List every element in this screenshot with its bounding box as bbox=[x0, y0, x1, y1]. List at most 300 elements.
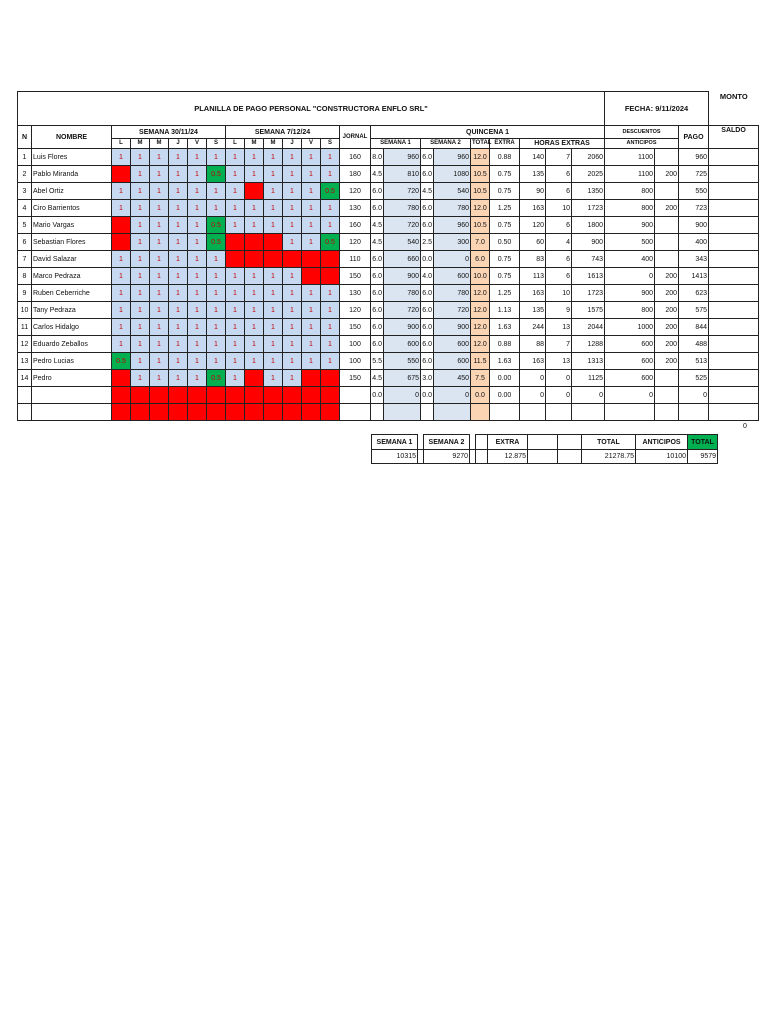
semana1-amount: 550 bbox=[384, 353, 421, 370]
semana2-days: 0.0 bbox=[421, 251, 434, 268]
saldo-value bbox=[709, 234, 759, 251]
row-number: 8 bbox=[18, 268, 32, 285]
summary-total-label: TOTAL bbox=[582, 435, 636, 450]
attendance-cell bbox=[112, 387, 131, 404]
attendance-cell: 1 bbox=[226, 183, 245, 200]
attendance-cell: 1 bbox=[245, 285, 264, 302]
attendance-cell bbox=[302, 268, 321, 285]
attendance-cell: 1 bbox=[207, 268, 226, 285]
table-row bbox=[18, 149, 759, 166]
attendance-cell: 1 bbox=[150, 268, 169, 285]
attendance-cell: 1 bbox=[283, 234, 302, 251]
attendance-cell: 1 bbox=[283, 183, 302, 200]
semana2-amount: 600 bbox=[434, 268, 471, 285]
attendance-cell bbox=[283, 387, 302, 404]
extra-value: 0.75 bbox=[490, 251, 520, 268]
anticipo-value: 1100 bbox=[605, 149, 655, 166]
attendance-cell: 1 bbox=[321, 149, 340, 166]
attendance-cell: 1 bbox=[131, 319, 150, 336]
attendance-cell bbox=[264, 387, 283, 404]
attendance-cell: 1 bbox=[131, 217, 150, 234]
attendance-cell: 1 bbox=[131, 285, 150, 302]
attendance-cell bbox=[150, 387, 169, 404]
pago-value: 488 bbox=[679, 336, 709, 353]
quincena-total: 0 bbox=[572, 387, 605, 404]
header-row-2 bbox=[18, 139, 759, 149]
total-subheader: TOTAL bbox=[471, 139, 490, 149]
semana2-days: 6.0 bbox=[421, 319, 434, 336]
attendance-cell: 1 bbox=[207, 336, 226, 353]
quincena-total: 1125 bbox=[572, 370, 605, 387]
attendance-cell: 1 bbox=[131, 234, 150, 251]
extra-value: 0.75 bbox=[490, 183, 520, 200]
attendance-cell bbox=[131, 387, 150, 404]
quincena-header: QUINCENA 1 bbox=[371, 126, 605, 139]
pago-value: 1413 bbox=[679, 268, 709, 285]
descuento-value bbox=[655, 217, 679, 234]
extra-hours-amount bbox=[520, 404, 546, 421]
jornal-value: 120 bbox=[340, 234, 371, 251]
summary-semana2-label: SEMANA 2 bbox=[424, 435, 470, 450]
extra-hours-amount: 120 bbox=[520, 217, 546, 234]
day-header: J bbox=[283, 139, 302, 149]
attendance-cell: 1 bbox=[207, 285, 226, 302]
row-number: 4 bbox=[18, 200, 32, 217]
attendance-cell bbox=[188, 387, 207, 404]
pago-value: 400 bbox=[679, 234, 709, 251]
employee-name: Mario Vargas bbox=[32, 217, 112, 234]
total-days: 11.5 bbox=[471, 353, 490, 370]
employee-name bbox=[32, 404, 112, 421]
extra-value: 0.00 bbox=[490, 387, 520, 404]
total-days bbox=[471, 404, 490, 421]
attendance-cell: 1 bbox=[302, 149, 321, 166]
descuento-value: 200 bbox=[655, 319, 679, 336]
attendance-cell: 0.5 bbox=[112, 353, 131, 370]
employee-name: Pedro bbox=[32, 370, 112, 387]
extra-hours-count: 4 bbox=[546, 234, 572, 251]
table-row bbox=[18, 353, 759, 370]
attendance-cell bbox=[207, 387, 226, 404]
attendance-cell: 1 bbox=[169, 285, 188, 302]
table-row bbox=[18, 183, 759, 200]
row-number bbox=[18, 387, 32, 404]
employee-name: Ruben Ceberriche bbox=[32, 285, 112, 302]
attendance-cell: 1 bbox=[112, 149, 131, 166]
attendance-cell: 1 bbox=[283, 302, 302, 319]
table-row bbox=[18, 302, 759, 319]
semana1-days: 4.5 bbox=[371, 166, 384, 183]
table-row bbox=[18, 217, 759, 234]
total-days: 10.5 bbox=[471, 183, 490, 200]
quincena-total: 2025 bbox=[572, 166, 605, 183]
pago-header: PAGO bbox=[679, 126, 709, 149]
attendance-cell bbox=[283, 404, 302, 421]
attendance-cell: 1 bbox=[150, 234, 169, 251]
anticipo-value: 900 bbox=[605, 217, 655, 234]
semana2-days: 4.5 bbox=[421, 183, 434, 200]
attendance-cell: 1 bbox=[150, 370, 169, 387]
attendance-cell: 1 bbox=[131, 370, 150, 387]
day-header: L bbox=[226, 139, 245, 149]
semana1-days: 8.0 bbox=[371, 149, 384, 166]
row-number: 3 bbox=[18, 183, 32, 200]
attendance-cell: 1 bbox=[226, 353, 245, 370]
attendance-cell: 1 bbox=[131, 353, 150, 370]
semana2-amount: 720 bbox=[434, 302, 471, 319]
attendance-cell: 1 bbox=[150, 285, 169, 302]
attendance-cell bbox=[321, 370, 340, 387]
attendance-cell: 1 bbox=[283, 285, 302, 302]
attendance-cell bbox=[112, 370, 131, 387]
attendance-cell: 1 bbox=[226, 268, 245, 285]
attendance-cell bbox=[245, 387, 264, 404]
semana1-days: 5.5 bbox=[371, 353, 384, 370]
attendance-cell: 1 bbox=[283, 319, 302, 336]
quincena-total: 1613 bbox=[572, 268, 605, 285]
semana2-subheader: SEMANA 2 bbox=[421, 139, 471, 149]
horas-extras-subheader: HORAS EXTRAS bbox=[520, 139, 605, 149]
day-header: J bbox=[169, 139, 188, 149]
attendance-cell: 1 bbox=[283, 336, 302, 353]
attendance-cell: 1 bbox=[245, 200, 264, 217]
row-number: 6 bbox=[18, 234, 32, 251]
pago-value: 960 bbox=[679, 149, 709, 166]
attendance-cell: 1 bbox=[321, 336, 340, 353]
attendance-cell: 1 bbox=[226, 319, 245, 336]
attendance-cell: 1 bbox=[264, 217, 283, 234]
attendance-cell bbox=[321, 268, 340, 285]
extra-value: 0.88 bbox=[490, 149, 520, 166]
attendance-cell: 1 bbox=[112, 183, 131, 200]
semana2-days: 6.0 bbox=[421, 149, 434, 166]
anticipos-subheader: ANTICIPOS bbox=[605, 139, 679, 149]
attendance-cell: 1 bbox=[283, 353, 302, 370]
anticipo-value: 600 bbox=[605, 353, 655, 370]
attendance-cell: 1 bbox=[283, 200, 302, 217]
anticipo-value: 0 bbox=[605, 387, 655, 404]
attendance-cell bbox=[150, 404, 169, 421]
attendance-cell bbox=[112, 217, 131, 234]
semana2-amount: 540 bbox=[434, 183, 471, 200]
extra-hours-amount: 135 bbox=[520, 302, 546, 319]
attendance-cell: 1 bbox=[226, 336, 245, 353]
extra-hours-count: 9 bbox=[546, 302, 572, 319]
day-header: S bbox=[321, 139, 340, 149]
descuento-value: 200 bbox=[655, 285, 679, 302]
semana1-days: 0.0 bbox=[371, 387, 384, 404]
n-header: N bbox=[18, 126, 32, 149]
saldo-value bbox=[709, 166, 759, 183]
attendance-cell: 1 bbox=[188, 200, 207, 217]
attendance-cell: 1 bbox=[131, 251, 150, 268]
attendance-cell: 1 bbox=[302, 183, 321, 200]
attendance-cell: 1 bbox=[302, 336, 321, 353]
attendance-cell: 1 bbox=[188, 234, 207, 251]
attendance-cell: 1 bbox=[131, 302, 150, 319]
attendance-cell: 1 bbox=[150, 183, 169, 200]
anticipo-value: 800 bbox=[605, 183, 655, 200]
semana1-amount: 600 bbox=[384, 336, 421, 353]
summary-extra-value: 12.875 bbox=[488, 450, 528, 464]
pago-value bbox=[679, 404, 709, 421]
summary-header-row bbox=[372, 435, 718, 450]
saldo-value bbox=[709, 336, 759, 353]
attendance-cell: 1 bbox=[131, 149, 150, 166]
extra-value: 0.00 bbox=[490, 370, 520, 387]
attendance-cell: 1 bbox=[150, 319, 169, 336]
semana2-days: 6.0 bbox=[421, 200, 434, 217]
quincena-total bbox=[572, 404, 605, 421]
attendance-cell: 1 bbox=[150, 353, 169, 370]
summary-anticipos-value: 10100 bbox=[636, 450, 688, 464]
sheet-title: PLANILLA DE PAGO PERSONAL "CONSTRUCTORA ENFLO SRL" bbox=[18, 92, 605, 126]
summary-grand-total-label: TOTAL bbox=[688, 435, 718, 450]
attendance-cell bbox=[226, 387, 245, 404]
total-days: 12.0 bbox=[471, 302, 490, 319]
attendance-cell: 1 bbox=[150, 336, 169, 353]
extra-value: 1.63 bbox=[490, 353, 520, 370]
attendance-cell: 1 bbox=[150, 149, 169, 166]
quincena-total: 1723 bbox=[572, 285, 605, 302]
total-days: 10.5 bbox=[471, 166, 490, 183]
attendance-cell: 1 bbox=[302, 353, 321, 370]
anticipo-value: 800 bbox=[605, 302, 655, 319]
summary-table bbox=[371, 434, 718, 464]
extra-hours-count: 7 bbox=[546, 336, 572, 353]
attendance-cell: 1 bbox=[264, 166, 283, 183]
name-header: NOMBRE bbox=[32, 126, 112, 149]
attendance-cell: 0.5 bbox=[321, 234, 340, 251]
attendance-cell: 1 bbox=[283, 217, 302, 234]
table-row bbox=[18, 166, 759, 183]
total-days: 12.0 bbox=[471, 285, 490, 302]
saldo-header: SALDO bbox=[709, 126, 759, 149]
attendance-cell bbox=[264, 251, 283, 268]
descuento-value: 200 bbox=[655, 302, 679, 319]
descuento-value: 200 bbox=[655, 200, 679, 217]
attendance-cell: 1 bbox=[188, 217, 207, 234]
attendance-cell bbox=[245, 234, 264, 251]
attendance-cell: 1 bbox=[302, 234, 321, 251]
saldo-value bbox=[709, 319, 759, 336]
jornal-value: 160 bbox=[340, 217, 371, 234]
attendance-cell: 1 bbox=[207, 302, 226, 319]
descuento-value: 200 bbox=[655, 336, 679, 353]
table-row bbox=[18, 319, 759, 336]
semana2-days: 6.0 bbox=[421, 302, 434, 319]
attendance-cell: 1 bbox=[321, 200, 340, 217]
row-number: 11 bbox=[18, 319, 32, 336]
attendance-cell: 1 bbox=[245, 336, 264, 353]
semana2-days: 4.0 bbox=[421, 268, 434, 285]
summary-semana1-value: 10315 bbox=[372, 450, 418, 464]
jornal-value: 110 bbox=[340, 251, 371, 268]
attendance-cell: 1 bbox=[188, 166, 207, 183]
attendance-cell: 1 bbox=[264, 353, 283, 370]
descuento-value bbox=[655, 149, 679, 166]
summary-anticipos-label: ANTICIPOS bbox=[636, 435, 688, 450]
total-days: 0.0 bbox=[471, 387, 490, 404]
table-row bbox=[18, 387, 759, 404]
quincena-total: 743 bbox=[572, 251, 605, 268]
saldo-value bbox=[709, 200, 759, 217]
extra-value: 0.75 bbox=[490, 166, 520, 183]
row-number: 14 bbox=[18, 370, 32, 387]
anticipo-value: 1100 bbox=[605, 166, 655, 183]
table-row bbox=[18, 404, 759, 421]
employee-name: Eduardo Zeballos bbox=[32, 336, 112, 353]
extra-hours-count: 13 bbox=[546, 319, 572, 336]
saldo-value bbox=[709, 285, 759, 302]
pago-value: 513 bbox=[679, 353, 709, 370]
employee-name bbox=[32, 387, 112, 404]
quincena-total: 1723 bbox=[572, 200, 605, 217]
attendance-cell: 1 bbox=[188, 302, 207, 319]
semana2-amount: 960 bbox=[434, 217, 471, 234]
semana2-amount: 300 bbox=[434, 234, 471, 251]
quincena-total: 1288 bbox=[572, 336, 605, 353]
extra-hours-count: 6 bbox=[546, 217, 572, 234]
attendance-cell bbox=[321, 404, 340, 421]
semana1-days: 4.5 bbox=[371, 217, 384, 234]
semana1-days: 6.0 bbox=[371, 302, 384, 319]
attendance-cell: 1 bbox=[302, 217, 321, 234]
table-row bbox=[18, 200, 759, 217]
semana2-days: 6.0 bbox=[421, 336, 434, 353]
extra-hours-amount: 83 bbox=[520, 251, 546, 268]
attendance-cell: 1 bbox=[188, 285, 207, 302]
anticipo-value: 600 bbox=[605, 336, 655, 353]
semana1-amount: 660 bbox=[384, 251, 421, 268]
attendance-cell bbox=[188, 404, 207, 421]
table-row bbox=[18, 251, 759, 268]
attendance-cell: 1 bbox=[245, 149, 264, 166]
attendance-cell: 1 bbox=[188, 336, 207, 353]
anticipo-value: 800 bbox=[605, 200, 655, 217]
attendance-cell: 1 bbox=[169, 336, 188, 353]
attendance-cell: 1 bbox=[112, 302, 131, 319]
saldo-value bbox=[709, 404, 759, 421]
employee-name: Abel Ortiz bbox=[32, 183, 112, 200]
extra-value: 1.13 bbox=[490, 302, 520, 319]
summary-value-row bbox=[372, 450, 718, 464]
attendance-cell: 1 bbox=[188, 370, 207, 387]
table-row bbox=[18, 370, 759, 387]
attendance-cell bbox=[283, 251, 302, 268]
total-days: 12.0 bbox=[471, 319, 490, 336]
saldo-value bbox=[709, 268, 759, 285]
pago-value: 343 bbox=[679, 251, 709, 268]
pago-value: 550 bbox=[679, 183, 709, 200]
jornal-value bbox=[340, 387, 371, 404]
total-days: 7.0 bbox=[471, 234, 490, 251]
semana1-days: 6.0 bbox=[371, 285, 384, 302]
descuento-value bbox=[655, 251, 679, 268]
day-header: M bbox=[150, 139, 169, 149]
attendance-cell: 1 bbox=[321, 166, 340, 183]
pago-value: 844 bbox=[679, 319, 709, 336]
attendance-cell: 0.5 bbox=[207, 234, 226, 251]
employee-name: Ciro Barrientos bbox=[32, 200, 112, 217]
saldo-value bbox=[709, 302, 759, 319]
attendance-cell: 1 bbox=[245, 166, 264, 183]
attendance-cell: 0.5 bbox=[321, 183, 340, 200]
semana1-days: 4.5 bbox=[371, 370, 384, 387]
attendance-cell: 1 bbox=[207, 251, 226, 268]
day-header: M bbox=[131, 139, 150, 149]
extra-value: 0.88 bbox=[490, 336, 520, 353]
descuento-value bbox=[655, 387, 679, 404]
extra-subheader: EXTRA bbox=[490, 139, 520, 149]
table-row bbox=[18, 268, 759, 285]
week-a-header: SEMANA 30/11/24 bbox=[112, 126, 226, 139]
saldo-value bbox=[709, 217, 759, 234]
extra-hours-amount: 88 bbox=[520, 336, 546, 353]
summary-extra-label: EXTRA bbox=[488, 435, 528, 450]
jornal-value: 180 bbox=[340, 166, 371, 183]
attendance-cell: 1 bbox=[264, 268, 283, 285]
descuento-value: 200 bbox=[655, 268, 679, 285]
semana1-subheader: SEMANA 1 bbox=[371, 139, 421, 149]
attendance-cell: 1 bbox=[226, 166, 245, 183]
day-header: V bbox=[188, 139, 207, 149]
attendance-cell: 1 bbox=[169, 149, 188, 166]
descuento-value bbox=[655, 234, 679, 251]
attendance-cell: 1 bbox=[283, 149, 302, 166]
extra-value: 1.25 bbox=[490, 200, 520, 217]
pago-value: 900 bbox=[679, 217, 709, 234]
semana2-days: 6.0 bbox=[421, 166, 434, 183]
attendance-cell bbox=[112, 404, 131, 421]
attendance-cell: 1 bbox=[302, 200, 321, 217]
attendance-cell: 1 bbox=[264, 200, 283, 217]
quincena-total: 1575 bbox=[572, 302, 605, 319]
extra-hours-amount: 60 bbox=[520, 234, 546, 251]
extra-hours-count: 6 bbox=[546, 166, 572, 183]
quincena-total: 1350 bbox=[572, 183, 605, 200]
semana1-days: 4.5 bbox=[371, 234, 384, 251]
extra-hours-count: 6 bbox=[546, 183, 572, 200]
semana2-days: 0.0 bbox=[421, 387, 434, 404]
extra-hours-count: 0 bbox=[546, 370, 572, 387]
pago-value: 723 bbox=[679, 200, 709, 217]
summary-box bbox=[371, 434, 718, 464]
attendance-cell: 1 bbox=[188, 183, 207, 200]
attendance-cell: 1 bbox=[245, 302, 264, 319]
attendance-cell: 1 bbox=[188, 251, 207, 268]
attendance-cell bbox=[264, 234, 283, 251]
attendance-cell: 1 bbox=[283, 268, 302, 285]
semana2-amount: 0 bbox=[434, 387, 471, 404]
semana1-amount: 780 bbox=[384, 285, 421, 302]
attendance-cell: 1 bbox=[264, 285, 283, 302]
attendance-cell: 1 bbox=[131, 268, 150, 285]
attendance-cell: 1 bbox=[245, 217, 264, 234]
semana1-days bbox=[371, 404, 384, 421]
extra-value: 0.75 bbox=[490, 268, 520, 285]
semana2-days bbox=[421, 404, 434, 421]
attendance-cell: 1 bbox=[169, 166, 188, 183]
semana2-amount: 1080 bbox=[434, 166, 471, 183]
attendance-cell: 1 bbox=[226, 302, 245, 319]
attendance-cell: 1 bbox=[226, 217, 245, 234]
semana1-days: 6.0 bbox=[371, 319, 384, 336]
attendance-cell bbox=[302, 387, 321, 404]
attendance-cell: 0.5 bbox=[207, 217, 226, 234]
semana2-amount: 780 bbox=[434, 200, 471, 217]
semana1-amount: 540 bbox=[384, 234, 421, 251]
